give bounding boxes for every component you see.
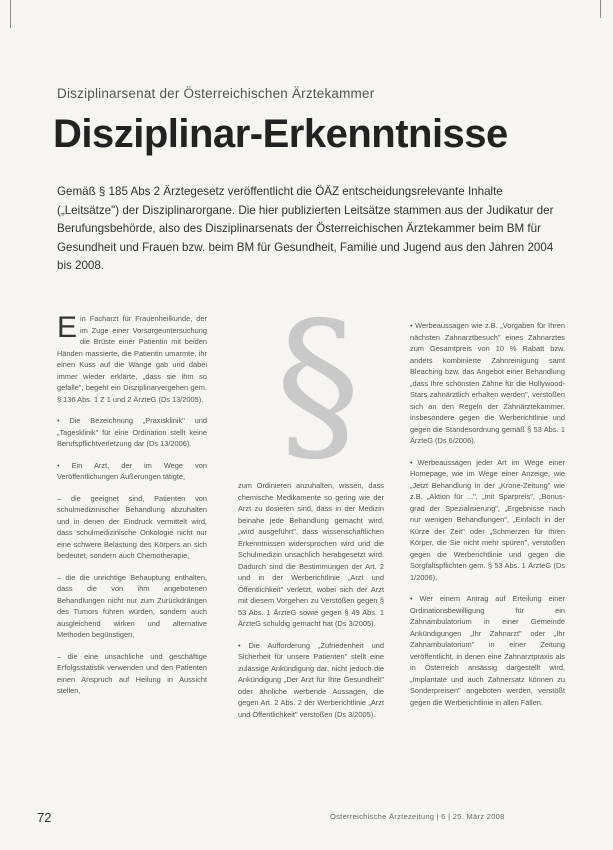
dropcap-letter: E [57,311,78,344]
column-paragraph: • Wer einem Antrag auf Erteilung einer Ordinationsbewilligung für ein Zahnambulatorium in einer Gemeinde Ankündigungen „Ihr Zahnarzt" oder „Ihr Zahnambulatorium" in einer Zeitung veröffentlicht, in denen eine Zahnarztpraxis als in Österreich ansässig dargestellt wird, „Implantate und auch Zahnersatz können zu Sonderpreisen" angeboten werden, verstößt gegen die Werberichtlinie in allen Fällen. [410,594,565,707]
column-paragraph [57,313,207,405]
column-paragraph: • Die Aufforderung „Zufriedenheit und Sicherheit für unsere Patienten" stellt eine zulässige Ankündigung dar, nicht jedoch die Ankündigung „Der Arzt für Ihre Gesundheit" oder ähnliche werbende Aussagen, die gegen Art. 2 Abs. 2 der Werberichtlinie „Arzt und Öffentlichkeit" verstoßen (Ds 3/2005). [238,640,384,719]
page-title: Disziplinar-Erkenntnisse [53,112,508,156]
column-paragraph-text: in Facharzt für Frauenheilkunde, der im Zuge einer Vorsorgeuntersuchung die Brüste einer Patientin mit beiden Händen massierte, die Patientin umarmte, ihr einen Kuss auf die Wange gab und dabei immer wieder erklärte, „dass sie ihm so gefalle", begeht ein Disziplinarvergehen gem. § 136 Abs. 1 Z 1 und 2 ÄrzteG (Ds 13/2005). [57,314,207,404]
column-paragraph: • Werbeaussagen wie z.B. „Vorgaben für Ihren nächsten Zahnarztbesuch" eines Zahnarztes zum Gesamtpreis von 10 % Rabatt bzw. anders kombinierte Zahnreinigung samt Bleaching bzw. das Angebot einer Behandlung „dass Ihre schönsten Zähne für die Hollywood-Stars zahnärztlich erhalten werden", verstoßen sich an den Regeln der Zahnärztekammer, insbesondere gegen die Werberichtlinie und gegen die Standesordnung gemäß § 53 Abs. 1 ÄrzteG (Ds 6/2006). [410,321,565,445]
column-paragraph: – die eine unsachliche und geschäftige Erfolgsstatistik verwenden und den Patienten einen Anspruch auf Heilung in Aussicht stellen, [57,651,207,695]
column-paragraph: • Ein Arzt, der im Wege von Veröffentlichungen Äußerungen tätigte, [57,460,207,481]
section-title: Disziplinarsenat der Österreichischen Ärztekammer [57,86,375,101]
scan-edge-mark [600,0,601,18]
scan-edge-mark [10,0,11,28]
column-paragraph: • Die Bezeichnung „Praxisklinik" und „Tagesklinik" für eine Ordination stellt keine Berufspflichtverletzung dar (Ds 13/2006). [57,416,207,448]
column-paragraph: zum Ordinieren anzuhalten, wissen, dass chemische Medikamente so gering wie der Arzt zu dosieren sind, dass in der Medizin beinahe jede Behandlung gemacht wird, „wird ausgeführt", dass wissenschaftlichen Erkenntnissen widersprochen wird und die Schulmedizin unsachlich herabgesetzt wird. Dadurch sind die Bestimmungen der Art. 2 und in der Werberichtlinie „Arzt und Öffentlichkeit" verletzt, wobei sich der Arzt mit diesem Vorgehen zu Verstößen gegen § 53 Abs. 1 ÄrzteG sowie gegen § 49 Abs. 1 ÄrzteG schuldig gemacht hat (Ds 3/2005). [238,481,384,628]
column-right [410,320,565,718]
page-number: 72 [37,810,52,825]
column-paragraph: – die geeignet sind, Patienten von schulmedizinischer Behandlung abzuhalten und in denen der Eindruck vermittelt wird, dass schulmedizinische Onkologie nicht nur eine schwere Belastung des Körpers an sich bedeutet, sondern auch Chemotherapie, [57,493,207,560]
column-left [57,313,207,707]
column-paragraph: • Werbeaussagen jeder Art im Wege einer Homepage, wie im Wege einer Anzeige, wie „Jetzt Behandlung in der „Krone-Zeitung" wie z.B. „Aktion für ...", „mit Sparpreis", „Bonus-grad der Spezialisierung", „Ergebnisse nach nur wenigen Behandlungen", „Einfach in der Kürze der Zeit" oder „Schmerzen für Ihren Körper, die Sie nicht mehr spüren", verstoßen gegen die Werberichtlinie und gegen die Sorgfaltspflichten gem. § 53 Abs. 1 ÄrzteG (Ds 1/2006). [410,457,565,582]
intro-paragraph: Gemäß § 185 Abs 2 Ärztegesetz veröffentlicht die ÖÄZ entscheidungsrelevante Inhalte („Leitsätze") der Disziplinarorgane. Die hier publizierten Leitsätze stammen aus der Judikatur der Berufungsbehörde, also des Disziplinarsenats der Österreichischen Ärztekammer beim BM für Gesundheit und Frauen bzw. beim BM für Gesundheit, Familie und Jugend aus den Jahren 2004 bis 2008. [57,185,554,273]
paragraph-section-symbol: § [275,286,361,484]
column-paragraph: – die die unrichtige Behauptung enthalten, dass die von ihm angebotenen Behandlungen nicht nur zum Zurückdrängen des Tumors führen würden, sondern auch ausgleichend wirken und alternative Methoden begünstigen, [57,572,207,639]
column-middle [238,480,384,730]
publication-footer: Österreichische Ärztezeitung | 6 | 25. März 2008 [330,812,505,821]
